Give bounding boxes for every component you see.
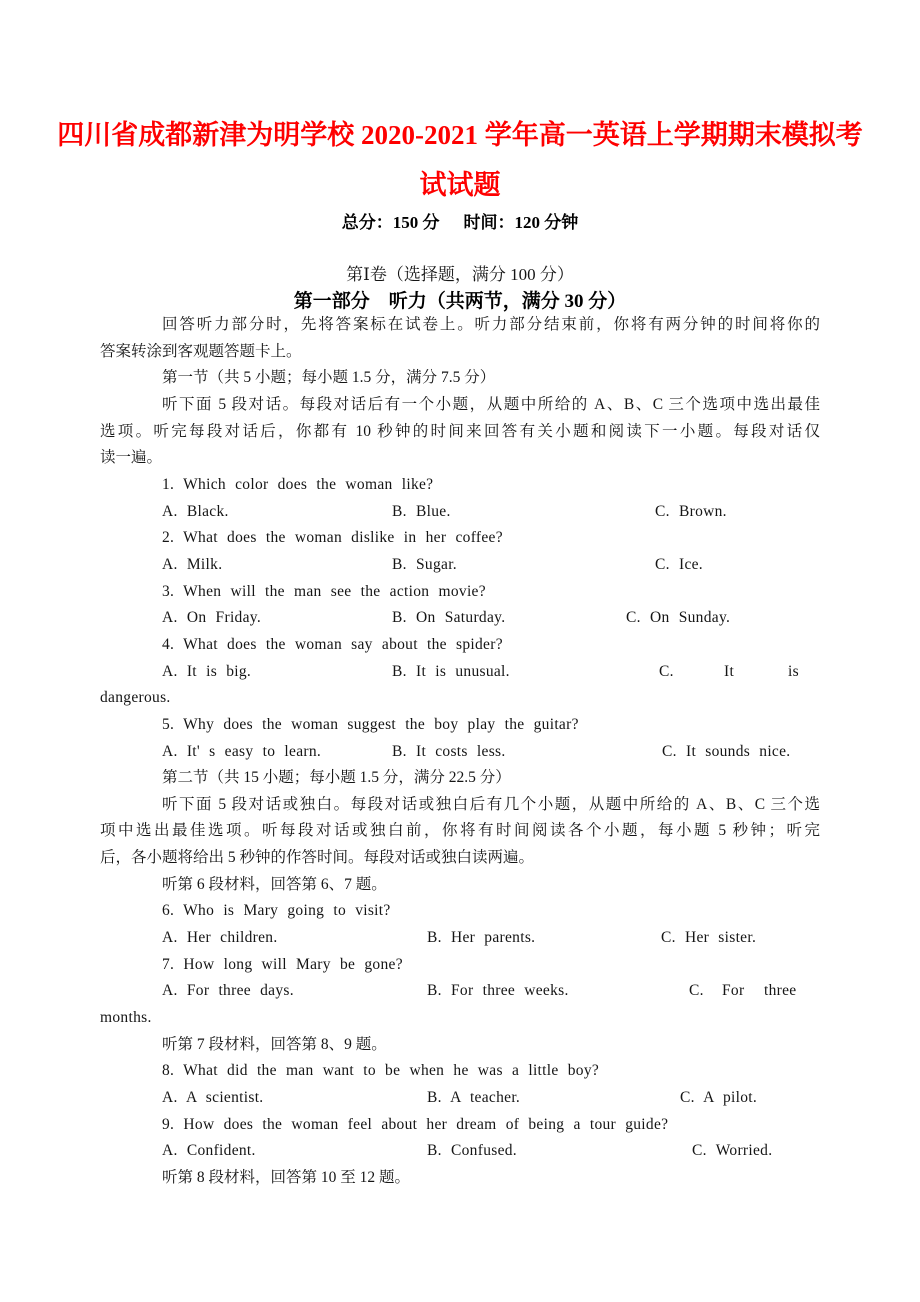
option-3b: B. On Saturday.: [392, 609, 506, 627]
option-3a: A. On Friday.: [162, 609, 261, 627]
option-1a: A. Black.: [162, 502, 229, 520]
section2-directions-line-2: 项中选出最佳选项。听每段对话或独白前，你将有时间阅读各个小题，每小题 5 秒钟；听完: [100, 822, 820, 840]
question-5-options: [100, 739, 820, 766]
option-7a: A. For three days.: [162, 982, 294, 1000]
part1-heading: 第一部分 听力（共两节，满分 30 分）: [293, 291, 627, 312]
instructions-line-1: 回答听力部分时，先将答案标在试卷上。听力部分结束前，你将有两分钟的时间将你的: [162, 316, 820, 333]
option-6c: C. Her sister.: [661, 929, 757, 947]
question-4: 4. What does the woman say about the spider?: [162, 635, 503, 653]
option-4c-word-1: It: [724, 662, 735, 680]
option-9c: C. Worried.: [692, 1142, 773, 1160]
section2-directions-line-1: 听下面 5 段对话或独白。每段对话或独白后有几个小题，从题中所给的 A、B、C 三个选: [162, 795, 820, 813]
question-3-options: [100, 605, 820, 632]
option-4b: B. It is unusual.: [392, 662, 510, 680]
question-1-options: [100, 499, 820, 526]
option-7c-word-2: three: [764, 982, 797, 1000]
option-8a: A. A scientist.: [162, 1089, 264, 1107]
option-4c-wrap: dangerous.: [100, 689, 171, 707]
option-9b: B. Confused.: [427, 1142, 517, 1160]
instructions-line-2: 答案转涂到客观题答题卡上。: [100, 342, 302, 360]
question-7: 7. How long will Mary be gone?: [162, 955, 403, 973]
material-6-instruction: 听第 6 段材料，回答第 6、7 题。: [162, 875, 387, 893]
option-7c-wrap: months.: [100, 1009, 152, 1027]
option-8b: B. A teacher.: [427, 1089, 521, 1107]
option-2a: A. Milk.: [162, 555, 223, 573]
question-6: 6. Who is Mary going to visit?: [162, 902, 391, 920]
option-3c: C. On Sunday.: [626, 609, 731, 627]
option-7c-word-1: For: [722, 982, 745, 1000]
option-1b: B. Blue.: [392, 502, 451, 520]
option-4a: A. It is big.: [162, 662, 252, 680]
question-8-options: [100, 1085, 820, 1112]
option-9a: A. Confident.: [162, 1142, 256, 1160]
material-8-instruction: 听第 8 段材料，回答第 10 至 12 题。: [162, 1169, 411, 1186]
document-body: [100, 312, 820, 1192]
document-title: [0, 110, 920, 210]
section1-directions-line-1: 听下面 5 段对话。每段对话后有一个小题，从题中所给的 A、B、C 三个选项中选出最佳: [162, 395, 820, 413]
option-7c-label: C.: [689, 982, 704, 1000]
section2-heading: 第二节（共 15 小题；每小题 1.5 分，满分 22.5 分）: [162, 769, 511, 787]
option-6b: B. Her parents.: [427, 929, 536, 947]
question-6-options: [100, 925, 820, 952]
option-4c-word-2: is: [788, 662, 799, 680]
exam-meta: [0, 210, 920, 236]
total-score: 总分：150 分: [341, 213, 440, 232]
title-line-2: 试试题: [419, 170, 501, 200]
section1-heading: 第一节（共 5 小题；每小题 1.5 分，满分 7.5 分）: [162, 369, 496, 387]
section1-directions-line-2: 选项。听完每段对话后，你都有 10 秒钟的时间来回答有关小题和阅读下一小题。每段对话仅: [100, 422, 820, 440]
option-1c: C. Brown.: [655, 502, 727, 520]
question-5: 5. Why does the woman suggest the boy play the guitar?: [162, 715, 579, 733]
option-6a: A. Her children.: [162, 929, 278, 947]
option-5b: B. It costs less.: [392, 742, 506, 760]
option-5c: C. It sounds nice.: [662, 742, 791, 760]
title-line-1: 四川省成都新津为明学校 2020-2021 学年高一英语上学期期末模拟考: [57, 120, 863, 150]
question-4-options: [100, 659, 820, 686]
question-9-options: [100, 1138, 820, 1165]
volume-heading: 第Ⅰ卷（选择题，满分 100 分）: [346, 265, 574, 284]
question-3: 3. When will the man see the action movie?: [162, 582, 486, 600]
time-limit: 时间：120 分钟: [463, 213, 579, 232]
option-2b: B. Sugar.: [392, 555, 457, 573]
option-8c: C. A pilot.: [680, 1089, 758, 1107]
question-2: 2. What does the woman dislike in her coffee?: [162, 529, 503, 547]
section1-directions-line-3: 读一遍。: [100, 449, 163, 467]
option-7b: B. For three weeks.: [427, 982, 569, 1000]
question-2-options: [100, 552, 820, 579]
option-5a: A. It' s easy to learn.: [162, 742, 322, 760]
question-8: 8. What did the man want to be when he was a little boy?: [162, 1062, 600, 1080]
material-7-instruction: 听第 7 段材料，回答第 8、9 题。: [162, 1035, 387, 1053]
section2-directions-line-3: 后，各小题将给出 5 秒钟的作答时间。每段对话或独白读两遍。: [100, 849, 535, 867]
question-7-options: [100, 978, 820, 1005]
question-9: 9. How does the woman feel about her dream of being a tour guide?: [162, 1115, 669, 1133]
question-1: 1. Which color does the woman like?: [162, 475, 434, 493]
option-4c-label: C.: [659, 662, 674, 680]
option-2c: C. Ice.: [655, 555, 703, 573]
